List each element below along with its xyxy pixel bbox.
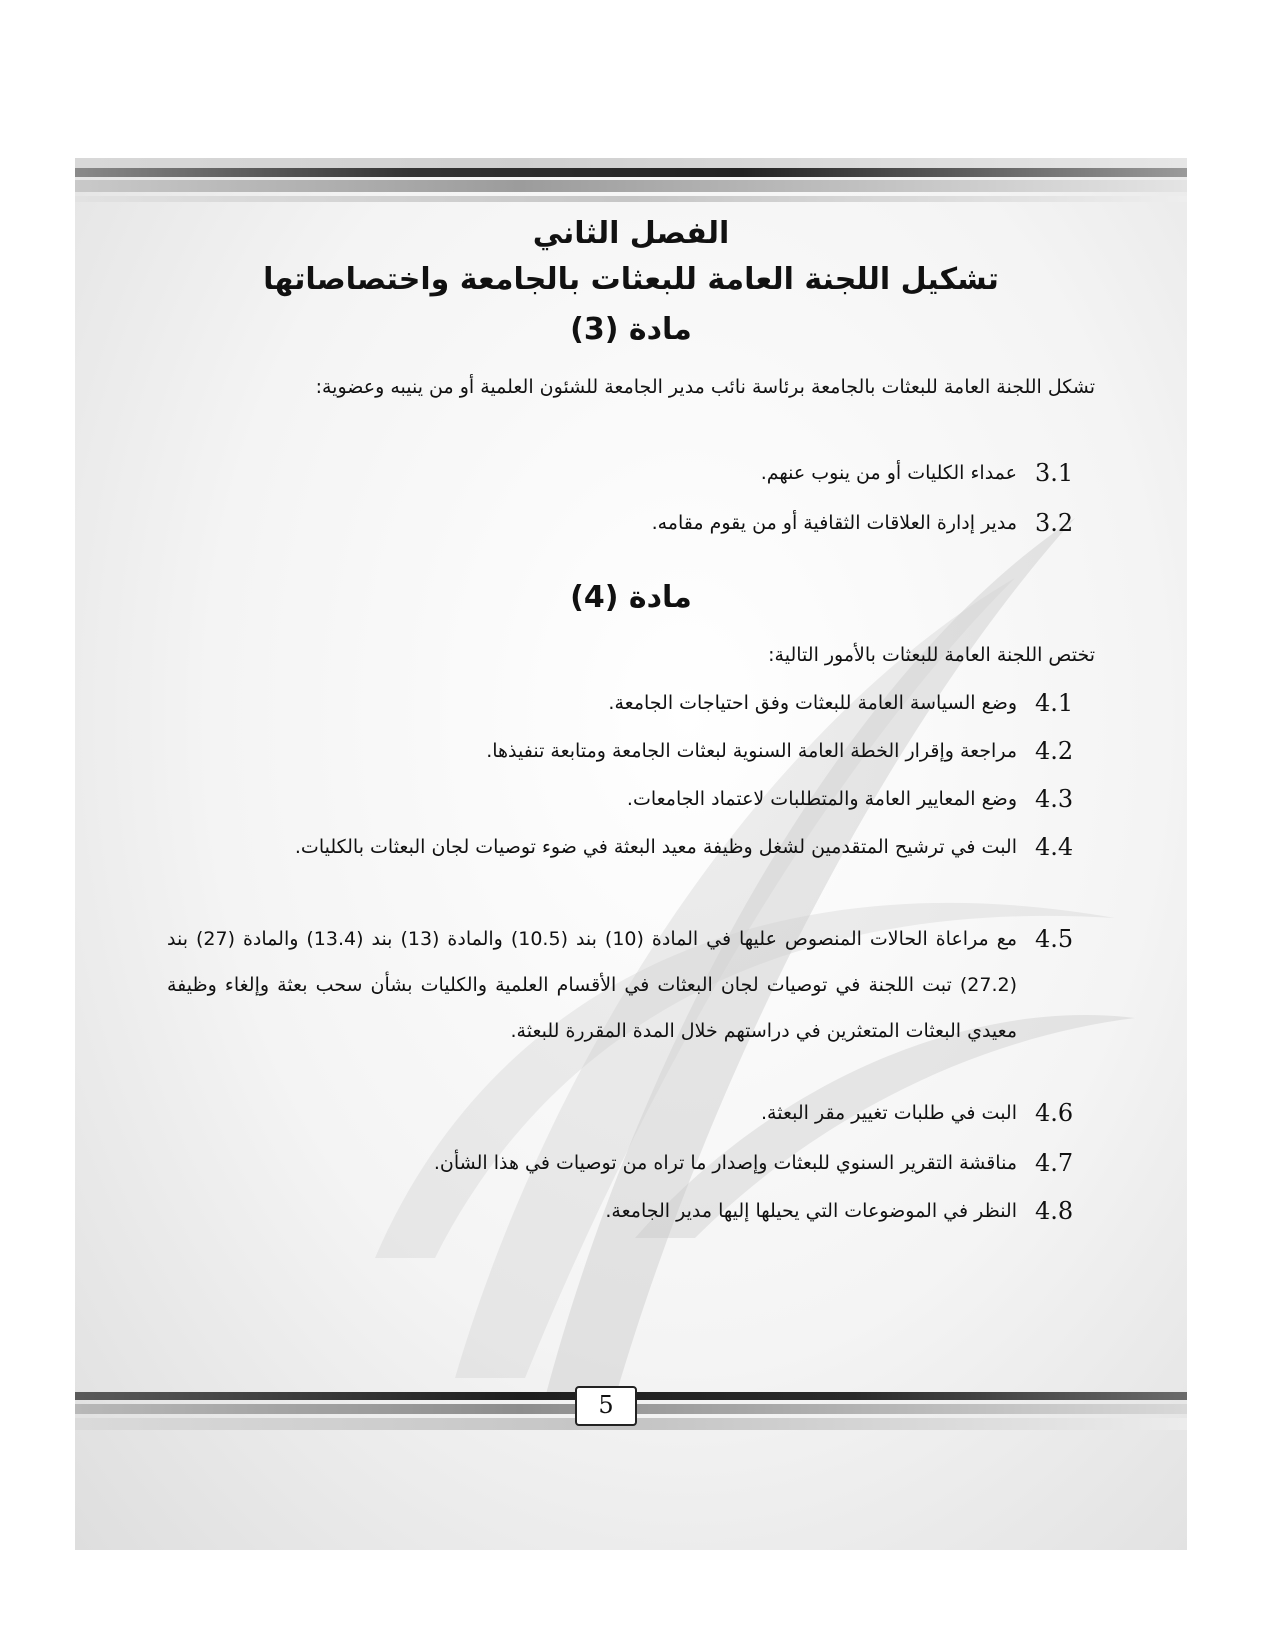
list-item bbox=[167, 1188, 1095, 1234]
list-item bbox=[167, 1140, 1095, 1186]
item-text: البت في ترشيح المتقدمين لشغل وظيفة معيد البعثة في ضوء توصيات لجان البعثات بالكليات. bbox=[294, 836, 1017, 858]
item-text: وضع المعايير العامة والمتطلبات لاعتماد الجامعات. bbox=[626, 788, 1017, 810]
item-number: 4.1 bbox=[1035, 689, 1074, 717]
item-text: مع مراعاة الحالات المنصوص عليها في المادة (10) بند (10.5) والمادة (13) بند (13.4) والمادة (27) بند (27.2) تبت اللجنة في توصيات لجان البعثات في الأقسام العلمية والكليات بشأن سحب بعثة وإلغاء وظيفة معيدي البعثات المتعثرين في دراستهم خلال المدة المقررة للبعثة. bbox=[167, 928, 1017, 1042]
article-3-title: مادة (3) bbox=[570, 312, 692, 347]
page-number: 5 bbox=[575, 1386, 637, 1426]
list-item bbox=[167, 500, 1095, 546]
list-item bbox=[167, 824, 1095, 870]
item-number: 3.1 bbox=[1035, 459, 1074, 487]
item-number: 4.2 bbox=[1035, 737, 1074, 765]
item-text: البت في طلبات تغيير مقر البعثة. bbox=[761, 1102, 1017, 1124]
list-item bbox=[167, 916, 1095, 1054]
item-number: 4.3 bbox=[1035, 785, 1074, 813]
list-item bbox=[167, 776, 1095, 822]
list-item bbox=[167, 1090, 1095, 1136]
chapter-title: الفصل الثاني bbox=[532, 216, 730, 251]
list-item bbox=[167, 728, 1095, 774]
list-item bbox=[167, 680, 1095, 726]
article-4-intro: تختص اللجنة العامة للبعثات بالأمور التالية: bbox=[768, 644, 1095, 666]
item-text: مدير إدارة العلاقات الثقافية أو من يقوم مقامه. bbox=[651, 512, 1017, 534]
item-number: 4.4 bbox=[1035, 833, 1074, 861]
item-text: عمداء الكليات أو من ينوب عنهم. bbox=[760, 462, 1017, 484]
document-page bbox=[75, 158, 1187, 1550]
item-text: مراجعة وإقرار الخطة العامة السنوية لبعثات الجامعة ومتابعة تنفيذها. bbox=[486, 740, 1017, 762]
item-text: وضع السياسة العامة للبعثات وفق احتياجات الجامعة. bbox=[608, 692, 1017, 714]
item-number: 4.7 bbox=[1035, 1149, 1074, 1177]
item-number: 4.8 bbox=[1035, 1197, 1074, 1225]
article-3-intro: تشكل اللجنة العامة للبعثات بالجامعة برئاسة نائب مدير الجامعة للشئون العلمية أو من ينيبه وعضوية: bbox=[315, 376, 1095, 398]
item-number: 3.2 bbox=[1035, 509, 1074, 537]
item-text: مناقشة التقرير السنوي للبعثات وإصدار ما تراه من توصيات في هذا الشأن. bbox=[433, 1152, 1017, 1174]
document-content bbox=[75, 158, 1187, 1550]
chapter-subtitle: تشكيل اللجنة العامة للبعثات بالجامعة واختصاصاتها bbox=[263, 262, 999, 297]
article-4-title: مادة (4) bbox=[570, 580, 692, 615]
item-number: 4.6 bbox=[1035, 1099, 1074, 1127]
item-number: 4.5 bbox=[1035, 925, 1074, 953]
item-text: النظر في الموضوعات التي يحيلها إليها مدير الجامعة. bbox=[605, 1200, 1017, 1222]
list-item bbox=[167, 450, 1095, 496]
